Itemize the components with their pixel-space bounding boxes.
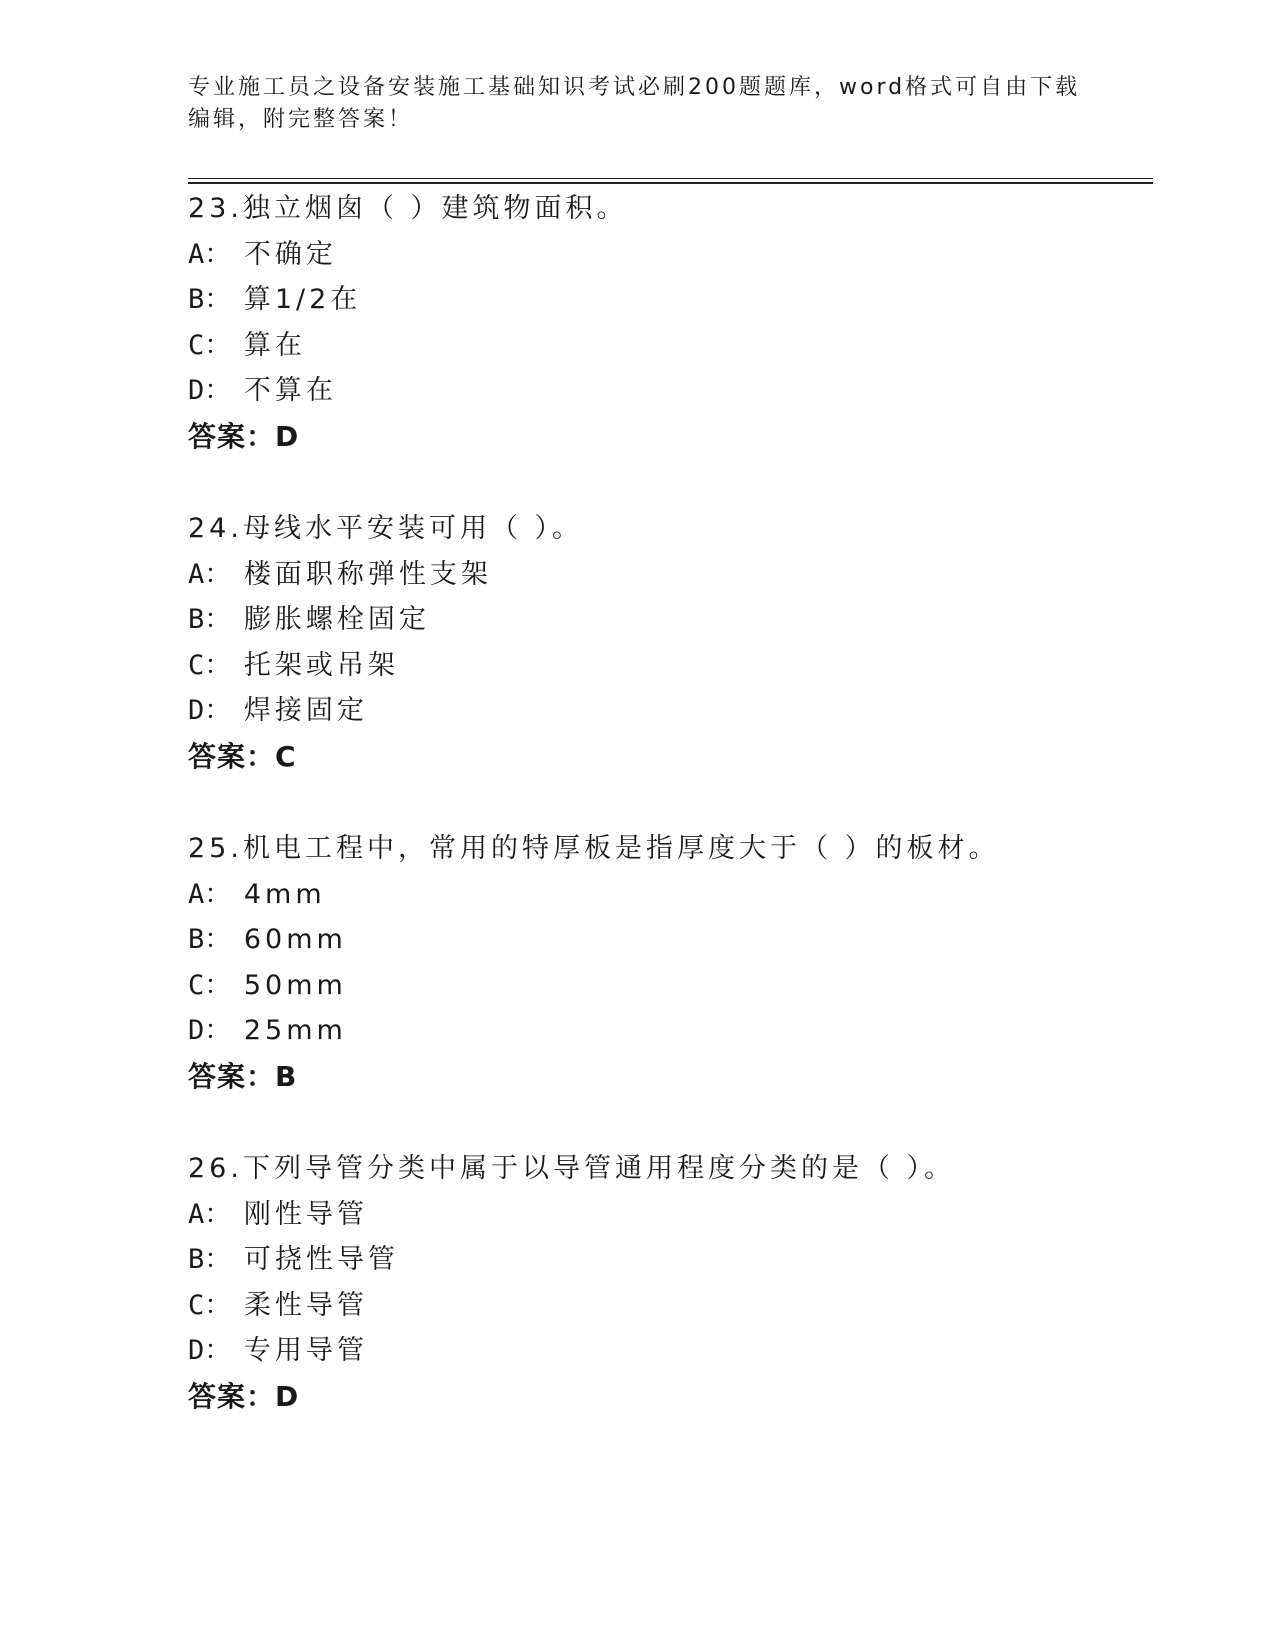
option-label: D： (188, 1015, 232, 1046)
question-24 (188, 506, 1188, 779)
option-text: 算1/2在 (243, 284, 362, 315)
option-label: A： (188, 558, 232, 590)
option-text: 4mm (243, 878, 326, 910)
question-stem: 25.机电工程中，常用的特厚板是指厚度大于（ ）的板材。 (188, 833, 1000, 864)
option-label: A： (188, 238, 232, 270)
header-divider-bottom (188, 182, 1153, 184)
document-header (188, 72, 1088, 136)
option-b (188, 1237, 1188, 1283)
option-d (188, 368, 1188, 414)
option-label: B： (188, 604, 232, 635)
option-label: A： (188, 878, 232, 910)
option-label: B： (188, 1244, 232, 1275)
option-label: B： (188, 924, 232, 955)
question-25 (188, 826, 1188, 1099)
option-label: B： (188, 284, 232, 315)
header-line-2: 编辑，附完整答案！ (188, 107, 414, 132)
answer: 答案：B (188, 1059, 298, 1093)
option-c (188, 643, 1188, 689)
option-label: C： (188, 329, 232, 361)
option-label: C： (188, 1289, 232, 1321)
option-text: 可挠性导管 (243, 1244, 399, 1275)
option-text: 柔性导管 (243, 1289, 368, 1321)
header-divider-top (188, 178, 1153, 179)
option-text: 刚性导管 (243, 1198, 368, 1230)
option-label: C： (188, 969, 232, 1001)
option-label: D： (188, 375, 232, 406)
option-text: 托架或吊架 (243, 649, 399, 681)
option-label: A： (188, 1198, 232, 1230)
question-stem: 23.独立烟囱（ ）建筑物面积。 (188, 193, 628, 224)
option-b (188, 597, 1188, 643)
option-b (188, 277, 1188, 323)
option-d (188, 1328, 1188, 1374)
option-text: 不确定 (243, 238, 337, 270)
option-text: 50mm (243, 969, 347, 1001)
option-c (188, 1283, 1188, 1329)
answer: 答案：D (188, 1379, 300, 1413)
question-stem: 26.下列导管分类中属于以导管通用程度分类的是（ ）。 (188, 1153, 956, 1184)
option-c (188, 323, 1188, 369)
option-label: D： (188, 1335, 232, 1366)
question-23 (188, 186, 1188, 459)
option-d (188, 1008, 1188, 1054)
option-d (188, 688, 1188, 734)
answer: 答案：C (188, 739, 297, 773)
option-b (188, 917, 1188, 963)
option-text: 60mm (243, 924, 347, 955)
answer: 答案：D (188, 419, 300, 453)
question-stem: 24.母线水平安装可用（ ）。 (188, 513, 584, 544)
option-text: 算在 (243, 329, 306, 361)
option-text: 25mm (243, 1015, 347, 1046)
option-a (188, 552, 1188, 598)
option-a (188, 232, 1188, 278)
question-26 (188, 1146, 1188, 1419)
option-text: 不算在 (243, 375, 337, 406)
header-line-1: 专业施工员之设备安装施工基础知识考试必刷200题题库，word格式可自由下载 (188, 75, 1081, 100)
option-a (188, 872, 1188, 918)
option-text: 专用导管 (243, 1335, 368, 1366)
option-text: 膨胀螺栓固定 (243, 604, 430, 635)
option-text: 楼面职称弹性支架 (243, 558, 492, 590)
option-text: 焊接固定 (243, 695, 368, 726)
option-a (188, 1192, 1188, 1238)
option-c (188, 963, 1188, 1009)
option-label: C： (188, 649, 232, 681)
option-label: D： (188, 695, 232, 726)
